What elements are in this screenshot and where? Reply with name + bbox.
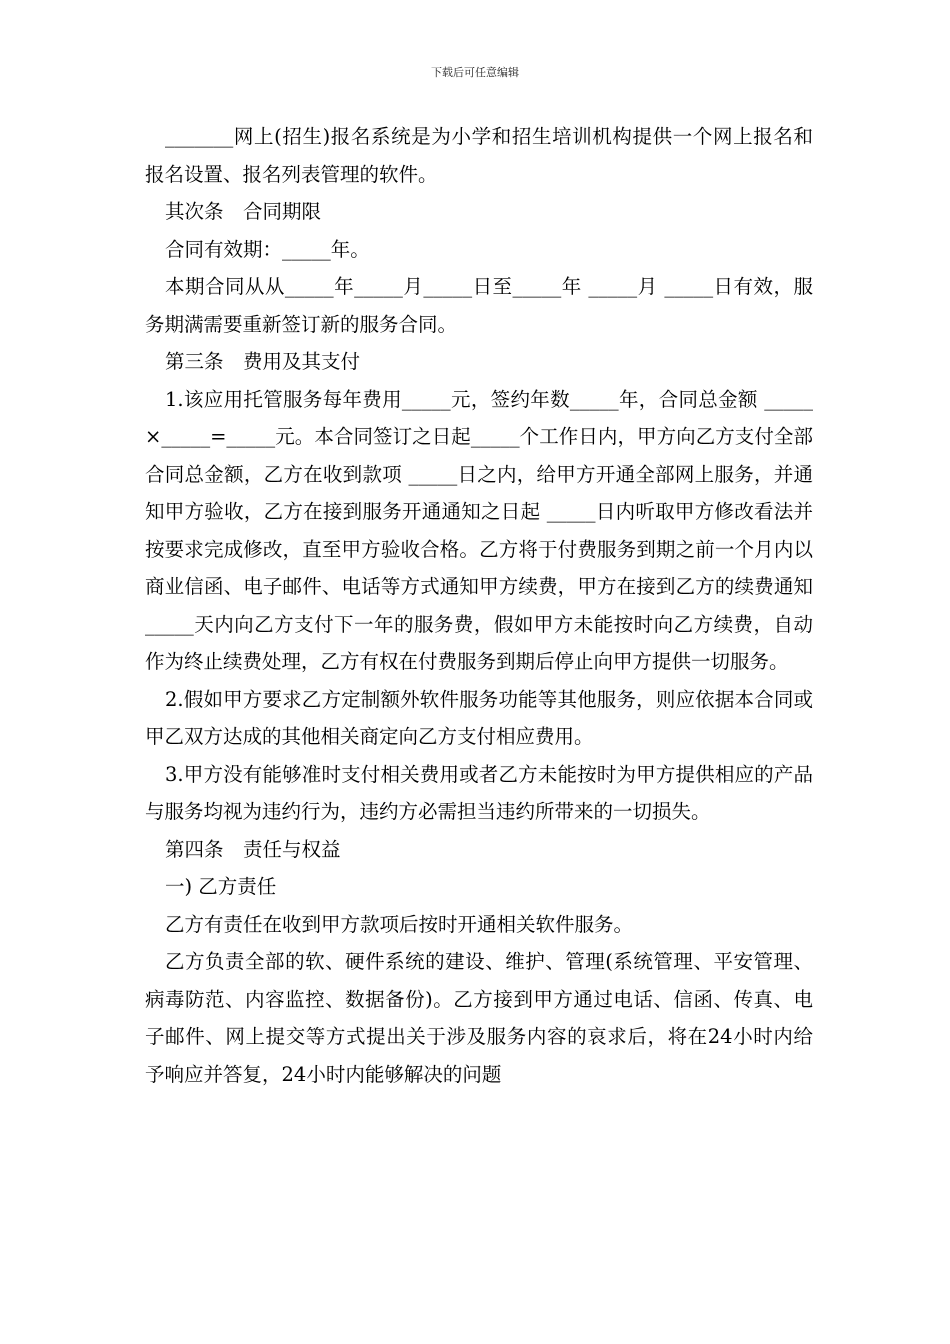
paragraph-validity: 合同有效期：_____年。: [165, 237, 370, 261]
subheading-party-b: 一) 乙方责任: [165, 875, 277, 898]
paragraph-fee-1: 1.该应用托管服务每年费用_____元，签约年数_____年，合同总金额 _____×_____=_____元。本合同签订之日起_____个工作日内，甲方向乙方支付全部合同总金额，乙方在收到款项 _____日之内，给甲方开通全部网上服务，并通知甲方验收，乙方在接到服务开通通知之日起 _____日内听取甲方修改看法并按要求完成修改，直至甲方验收合格。乙方将于付费服务到期之前一个月内以商业信函、电子邮件、电话等方式通知甲方续费，甲方在接到乙方的续费通知 _____天内向乙方支付下一年的服务费，假如甲方未能按时向乙方续费，自动作为终止续费处理，乙方有权在付费服务到期后停止向甲方提供一切服务。: [145, 387, 813, 673]
paragraph-term: 本期合同从从_____年_____月_____日至_____年 _____月 _____日有效，服务期满需要重新签订新的服务合同。: [145, 275, 813, 336]
paragraph-responsibility-2: 乙方负责全部的软、硬件系统的建设、维护、管理(系统管理、平安管理、病毒防范、内容监控、数据备份)。乙方接到甲方通过电话、信函、传真、电子邮件、网上提交等方式提出关于涉及服务内容的哀求后，将在24小时内给予响应并答复，24小时内能够解决的问题: [145, 950, 813, 1086]
heading-article-2: 其次条 合同期限: [165, 200, 322, 223]
paragraph-responsibility-1: 乙方有责任在收到甲方款项后按时开通相关软件服务。: [165, 912, 634, 936]
paragraph-fee-3: 3.甲方没有能够准时支付相关费用或者乙方未能按时为甲方提供相应的产品与服务均视为违约行为，违约方必需担当违约所带来的一切损失。: [145, 762, 813, 823]
page-header: 下载后可任意编辑: [431, 66, 519, 79]
heading-article-4: 第四条 责任与权益: [165, 837, 341, 861]
paragraph-fee-2: 2.假如甲方要求乙方定制额外软件服务功能等其他服务，则应依据本合同或甲乙双方达成的其他相关商定向乙方支付相应费用。: [145, 687, 813, 748]
paragraph-intro: _______网上(招生)报名系统是为小学和招生培训机构提供一个网上报名和报名设置、报名列表管理的软件。: [145, 125, 813, 186]
heading-article-3: 第三条 费用及其支付: [165, 350, 361, 373]
document-body: [145, 118, 813, 1093]
